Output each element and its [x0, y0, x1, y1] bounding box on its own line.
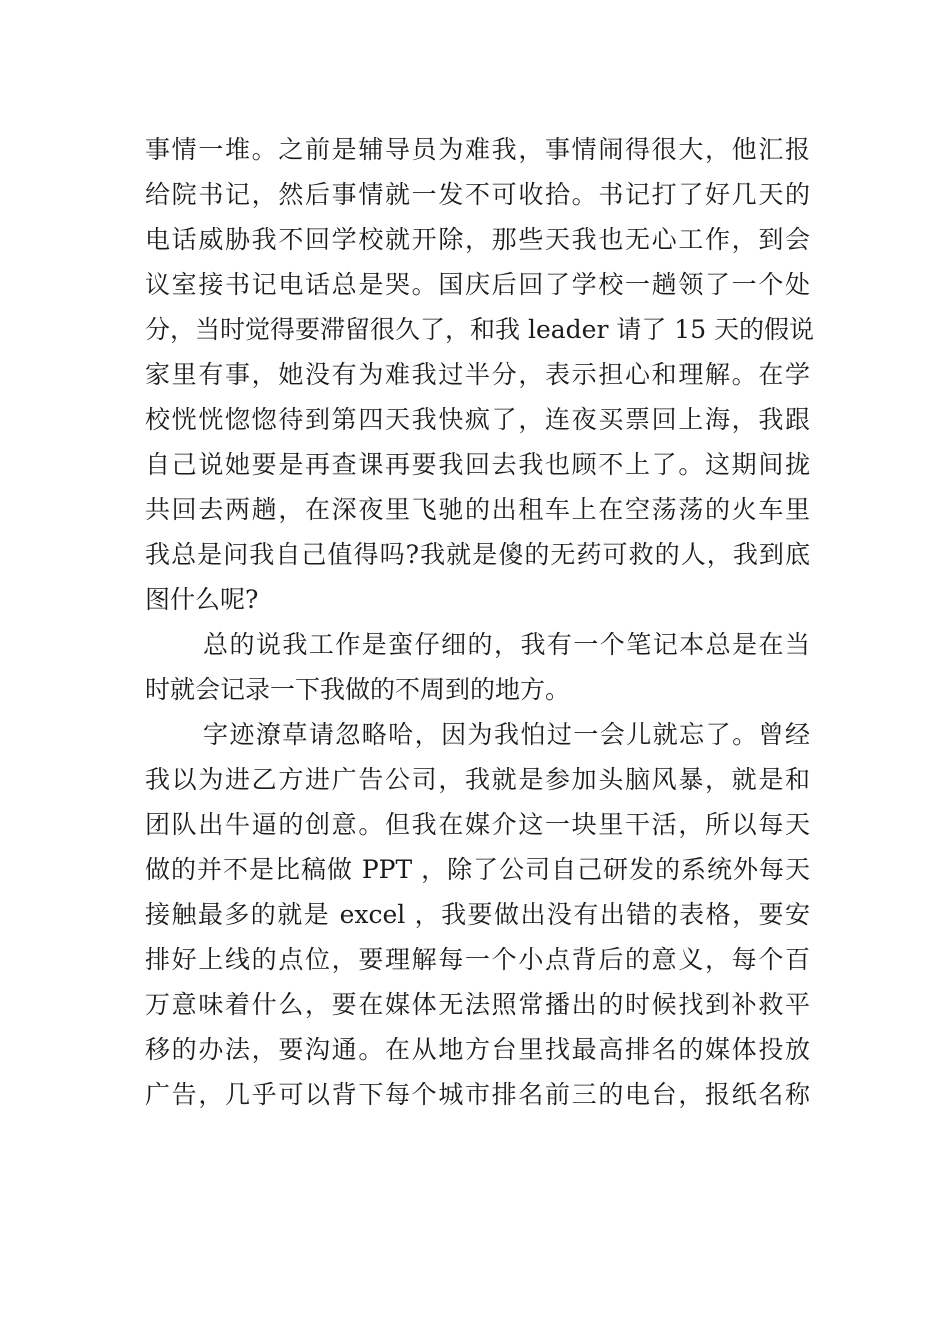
text-line: 广告，几乎可以背下每个城市排名前三的电台，报纸名称	[145, 1080, 810, 1109]
text-line: 事情一堆。之前是辅导员为难我，事情闹得很大，他汇报	[145, 135, 810, 164]
text-line: 万意味着什么，要在媒体无法照常播出的时候找到补救平	[145, 990, 810, 1019]
text-line: 校恍恍惚惚待到第四天我快疯了，连夜买票回上海，我跟	[145, 405, 810, 434]
text-line: 我以为进乙方进广告公司，我就是参加头脑风暴，就是和	[145, 765, 810, 794]
text-line: 家里有事，她没有为难我过半分，表示担心和理解。在学	[145, 360, 810, 389]
text-line: 团队出牛逼的创意。但我在媒介这一块里干活，所以每天	[145, 810, 810, 839]
text-line: 议室接书记电话总是哭。国庆后回了学校一趟领了一个处	[145, 270, 810, 299]
text-line: 排好上线的点位，要理解每一个小点背后的意义，每个百	[145, 945, 810, 974]
body-text	[145, 127, 815, 1117]
text-line: 接触最多的就是 excel ，我要做出没有出错的表格，要安	[145, 900, 810, 929]
text-line: 分，当时觉得要滞留很久了，和我 leader 请了 15 天的假说	[145, 315, 815, 344]
text-line: 共回去两趟，在深夜里飞驰的出租车上在空荡荡的火车里	[145, 495, 810, 524]
text-line: 总的说我工作是蛮仔细的，我有一个笔记本总是在当	[203, 630, 810, 659]
text-line: 我总是问我自己值得吗?我就是傻的无药可救的人，我到底	[145, 540, 810, 569]
text-line: 移的办法，要沟通。在从地方台里找最高排名的媒体投放	[145, 1035, 810, 1064]
text-line: 自己说她要是再查课再要我回去我也顾不上了。这期间拢	[145, 450, 810, 479]
text-line: 时就会记录一下我做的不周到的地方。	[145, 675, 571, 704]
text-line: 图什么呢?	[145, 585, 259, 614]
text-line: 给院书记，然后事情就一发不可收拾。书记打了好几天的	[145, 180, 810, 209]
text-line: 字迹潦草请忽略哈，因为我怕过一会儿就忘了。曾经	[203, 720, 810, 749]
text-line: 做的并不是比稿做 PPT ，除了公司自己研发的系统外每天	[145, 855, 810, 884]
text-line: 电话威胁我不回学校就开除，那些天我也无心工作，到会	[145, 225, 810, 254]
